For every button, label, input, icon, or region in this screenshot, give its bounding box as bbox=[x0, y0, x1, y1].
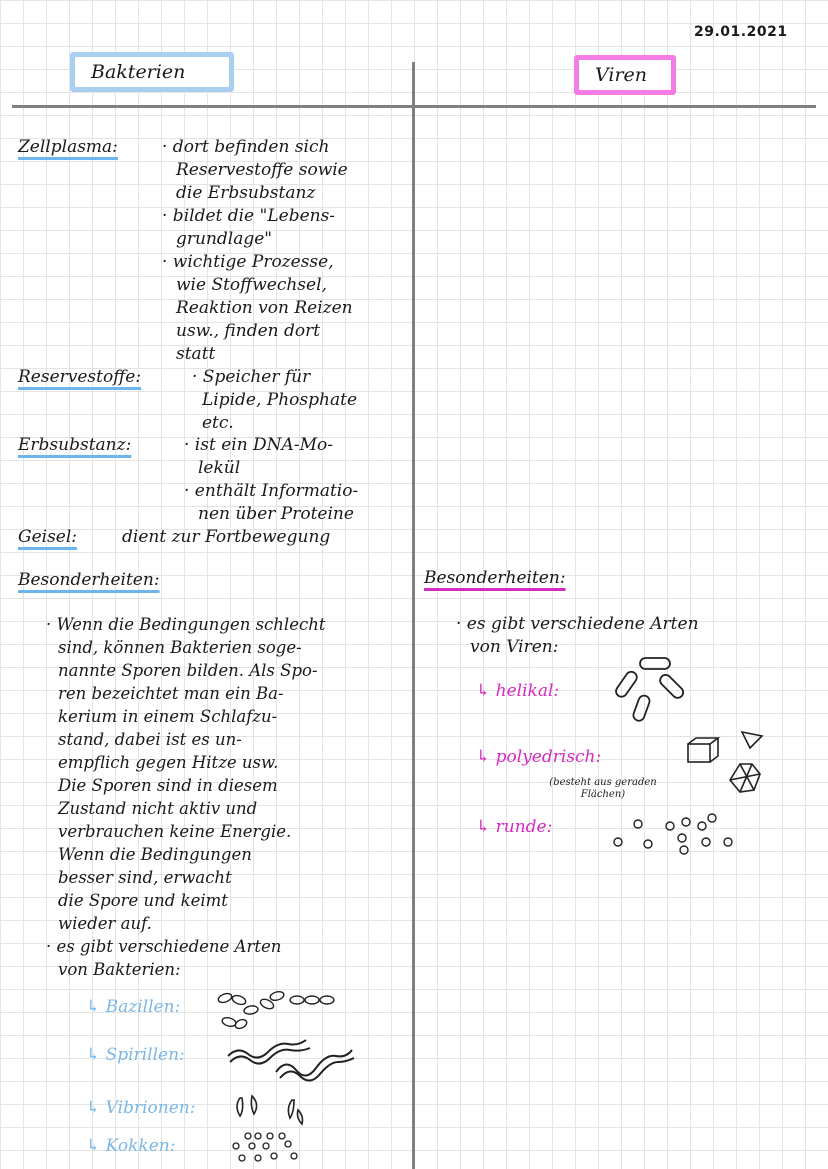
vertical-divider bbox=[412, 62, 415, 1169]
zellplasma-line: statt bbox=[176, 344, 216, 364]
besonderheiten-line: wieder auf. bbox=[58, 914, 152, 933]
zellplasma-line: usw., finden dort bbox=[176, 321, 321, 341]
helikal-illustration bbox=[608, 655, 688, 725]
besonderheiten-line: besser sind, erwacht bbox=[58, 868, 232, 887]
reservestoffe-line: Lipide, Phosphate bbox=[202, 390, 358, 410]
erbsubstanz-line: nen über Proteine bbox=[198, 504, 354, 524]
date: 29.01.2021 bbox=[694, 24, 788, 40]
vibrionen-illustration bbox=[232, 1092, 312, 1128]
polyedrisch-note bbox=[518, 777, 688, 801]
reservestoffe-line: etc. bbox=[202, 413, 234, 433]
type-bazillen: ↳ Bazillen: bbox=[86, 997, 181, 1017]
besonderheiten-viren-text bbox=[456, 613, 699, 659]
type-polyedrisch: ↳ polyedrisch: bbox=[476, 747, 602, 767]
type-spirillen: ↳ Spirillen: bbox=[86, 1045, 185, 1065]
term-besonderheiten-viren: Besonderheiten: bbox=[424, 568, 566, 588]
type-runde: ↳ runde: bbox=[476, 817, 553, 837]
reservestoffe-line: · Speicher für bbox=[192, 367, 311, 387]
zellplasma-line: Reservestoffe sowie bbox=[176, 160, 348, 180]
besonderheiten-line: · es gibt verschiedene Arten bbox=[46, 937, 282, 956]
bazillen-illustration bbox=[215, 988, 340, 1033]
zellplasma-line: die Erbsubstanz bbox=[176, 183, 316, 203]
spirillen-illustration bbox=[226, 1036, 356, 1086]
erbsubstanz-line: · ist ein DNA-Mo- bbox=[184, 435, 333, 455]
besonderheiten-line: ren bezeichtet man ein Ba- bbox=[58, 684, 284, 703]
runde-illustration bbox=[608, 812, 738, 856]
polyedrisch-note-line: Flächen) bbox=[580, 789, 626, 800]
term-reservestoffe: Reservestoffe: bbox=[18, 367, 142, 387]
header-viren: Viren bbox=[574, 55, 676, 95]
erbsubstanz-line: · enthält Informatio- bbox=[184, 481, 359, 501]
besonderheiten-line: · Wenn die Bedingungen schlecht bbox=[46, 615, 326, 634]
kokken-illustration bbox=[228, 1128, 308, 1168]
polyedrisch-illustration bbox=[684, 728, 774, 800]
header-bakterien: Bakterien bbox=[70, 52, 234, 92]
term-erbsubstanz: Erbsubstanz: bbox=[18, 435, 132, 455]
zellplasma-line: · dort befinden sich bbox=[162, 137, 330, 157]
erbsubstanz-text bbox=[184, 434, 358, 526]
erbsubstanz-line: lekül bbox=[198, 458, 241, 478]
besonderheiten-line: empflich gegen Hitze usw. bbox=[58, 753, 279, 772]
viren-line: · es gibt verschiedene Arten bbox=[456, 614, 699, 634]
zellplasma-line: · bildet die "Lebens- bbox=[162, 206, 336, 226]
zellplasma-text bbox=[162, 136, 353, 366]
zellplasma-line: grundlage" bbox=[176, 229, 273, 249]
reservestoffe-text bbox=[192, 366, 357, 435]
term-geisel: Geisel: bbox=[18, 527, 78, 547]
besonderheiten-line: Wenn die Bedingungen bbox=[58, 845, 252, 864]
term-zellplasma: Zellplasma: bbox=[18, 137, 118, 157]
zellplasma-line: · wichtige Prozesse, bbox=[162, 252, 334, 272]
zellplasma-line: Reaktion von Reizen bbox=[176, 298, 353, 318]
viren-line: von Viren: bbox=[470, 637, 559, 657]
besonderheiten-line: die Spore und keimt bbox=[58, 891, 228, 910]
type-kokken: ↳ Kokken: bbox=[86, 1136, 176, 1156]
type-helikal: ↳ helikal: bbox=[476, 681, 560, 701]
besonderheiten-line: kerium in einem Schlafzu- bbox=[58, 707, 278, 726]
geisel-text: dient zur Fortbewegung bbox=[122, 527, 331, 547]
zellplasma-line: wie Stoffwechsel, bbox=[176, 275, 327, 295]
besonderheiten-line: von Bakterien: bbox=[58, 960, 181, 979]
besonderheiten-line: nannte Sporen bilden. Als Spo- bbox=[58, 661, 318, 680]
besonderheiten-line: sind, können Bakterien soge- bbox=[58, 638, 302, 657]
besonderheiten-line: Zustand nicht aktiv und bbox=[58, 799, 258, 818]
besonderheiten-line: verbrauchen keine Energie. bbox=[58, 822, 292, 841]
besonderheiten-line: stand, dabei ist es un- bbox=[58, 730, 242, 749]
type-vibrionen: ↳ Vibrionen: bbox=[86, 1098, 196, 1118]
polyedrisch-note-line: (besteht aus geraden bbox=[549, 777, 657, 788]
term-besonderheiten-bakterien: Besonderheiten: bbox=[18, 570, 160, 590]
besonderheiten-bakterien-text bbox=[46, 613, 325, 981]
besonderheiten-line: Die Sporen sind in diesem bbox=[58, 776, 278, 795]
